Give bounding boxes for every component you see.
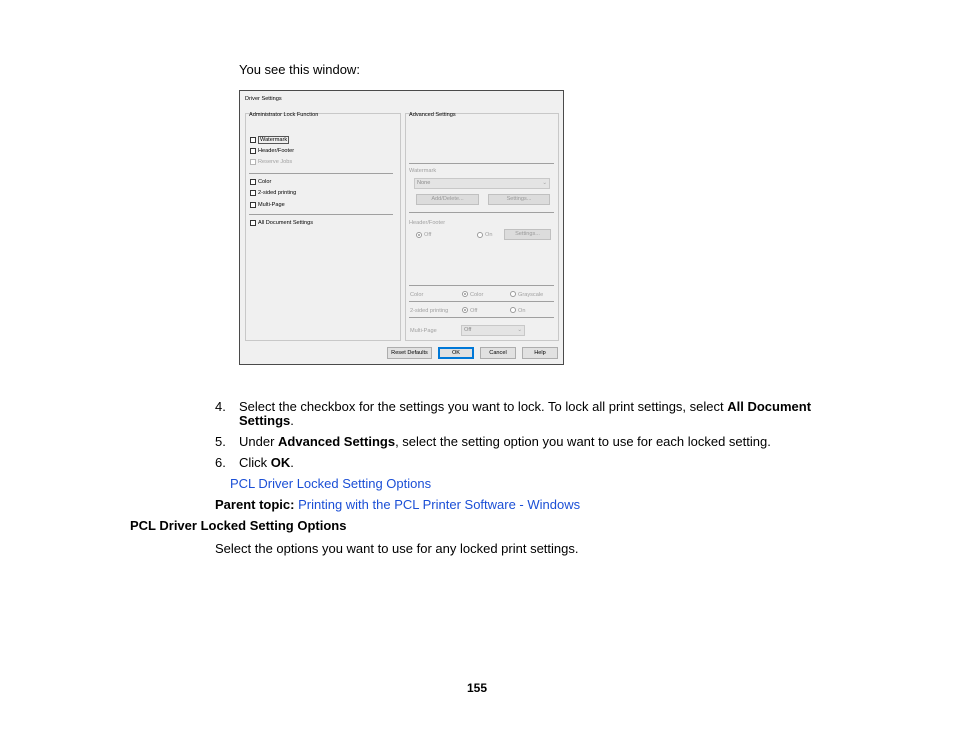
multi-page-select-value: Off	[464, 327, 472, 333]
all-document-settings-checkbox[interactable]	[250, 220, 256, 226]
admin-lock-heading: Administrator Lock Function	[249, 112, 319, 118]
section-text: Select the options you want to use for any locked print settings.	[215, 541, 579, 556]
cancel-button[interactable]: Cancel	[480, 347, 516, 359]
advanced-settings-panel	[405, 113, 559, 341]
ok-button[interactable]: OK	[438, 347, 474, 359]
header-footer-off-radio[interactable]	[416, 232, 422, 238]
chevron-down-icon: ⌄	[517, 327, 522, 333]
watermark-label: Watermark	[409, 168, 437, 174]
parent-topic	[215, 497, 580, 512]
add-delete-button[interactable]: Add/Delete...	[416, 194, 479, 205]
pcl-options-link[interactable]: PCL Driver Locked Setting Options	[230, 476, 432, 491]
parent-topic-label: Parent topic:	[215, 497, 295, 512]
right-separator-5	[409, 317, 554, 318]
section-heading: PCL Driver Locked Setting Options	[130, 518, 347, 533]
header-footer-on-radio[interactable]	[477, 232, 483, 238]
two-sided-on-label: On	[518, 308, 526, 314]
left-separator-1	[249, 173, 393, 174]
step-6-text: Click OK.	[239, 455, 294, 470]
parent-topic-link[interactable]: Printing with the PCL Printer Software - Windows	[298, 497, 581, 512]
left-separator-2	[249, 214, 393, 215]
right-separator-1	[409, 163, 554, 164]
color-checkbox-label: Color	[258, 179, 272, 185]
two-sided-on-radio[interactable]	[510, 307, 516, 313]
watermark-checkbox-label: Watermark	[260, 137, 288, 143]
driver-settings-dialog	[239, 90, 564, 365]
header-footer-off-label: Off	[424, 232, 432, 238]
reserve-jobs-checkbox-label: Reserve Jobs	[258, 159, 293, 165]
two-sided-off-radio[interactable]	[462, 307, 468, 313]
watermark-select-value: None	[417, 180, 431, 186]
intro-text: You see this window:	[239, 62, 360, 77]
step-4-number: 4.	[215, 399, 226, 414]
step-4-text: Select the checkbox for the settings you want to lock. To lock all print settings, select All Document	[239, 399, 812, 414]
watermark-settings-button[interactable]: Settings...	[488, 194, 550, 205]
step-4-text-cont: Settings.	[239, 413, 294, 428]
right-separator-2	[409, 212, 554, 213]
multi-page-select[interactable]	[461, 325, 525, 336]
color-radio[interactable]	[462, 291, 468, 297]
color-label: Color	[410, 292, 424, 298]
reserve-jobs-checkbox	[250, 159, 256, 165]
multi-page-checkbox-label: Multi-Page	[258, 202, 285, 208]
two-sided-checkbox[interactable]	[250, 190, 256, 196]
chevron-down-icon: ⌄	[542, 180, 547, 186]
step-5-text: Under Advanced Settings, select the setting option you want to use for each locked setting.	[239, 434, 771, 449]
help-button[interactable]: Help	[522, 347, 558, 359]
header-footer-checkbox[interactable]	[250, 148, 256, 154]
reset-defaults-button[interactable]: Reset Defaults	[387, 347, 432, 359]
header-footer-checkbox-label: Header/Footer	[258, 148, 295, 154]
color-radio-label: Color	[470, 292, 484, 298]
page-number: 155	[467, 681, 488, 695]
color-checkbox[interactable]	[250, 179, 256, 185]
two-sided-checkbox-label: 2-sided printing	[258, 190, 297, 196]
right-separator-4	[409, 301, 554, 302]
grayscale-radio[interactable]	[510, 291, 516, 297]
multi-page-label: Multi-Page	[410, 328, 437, 334]
watermark-select[interactable]	[414, 178, 550, 189]
dialog-title: Driver Settings	[245, 96, 282, 102]
all-document-settings-label: All Document Settings	[258, 220, 314, 226]
multi-page-checkbox[interactable]	[250, 202, 256, 208]
two-sided-label: 2-sided printing	[410, 308, 449, 314]
header-footer-settings-button[interactable]: Settings...	[504, 229, 551, 240]
grayscale-radio-label: Grayscale	[518, 292, 544, 298]
watermark-checkbox[interactable]	[250, 137, 256, 143]
right-separator-3	[409, 285, 554, 286]
advanced-settings-heading: Advanced Settings	[409, 112, 456, 118]
header-footer-label: Header/Footer	[409, 220, 446, 226]
step-5-number: 5.	[215, 434, 226, 449]
step-6-number: 6.	[215, 455, 226, 470]
header-footer-on-label: On	[485, 232, 493, 238]
two-sided-off-label: Off	[470, 308, 478, 314]
